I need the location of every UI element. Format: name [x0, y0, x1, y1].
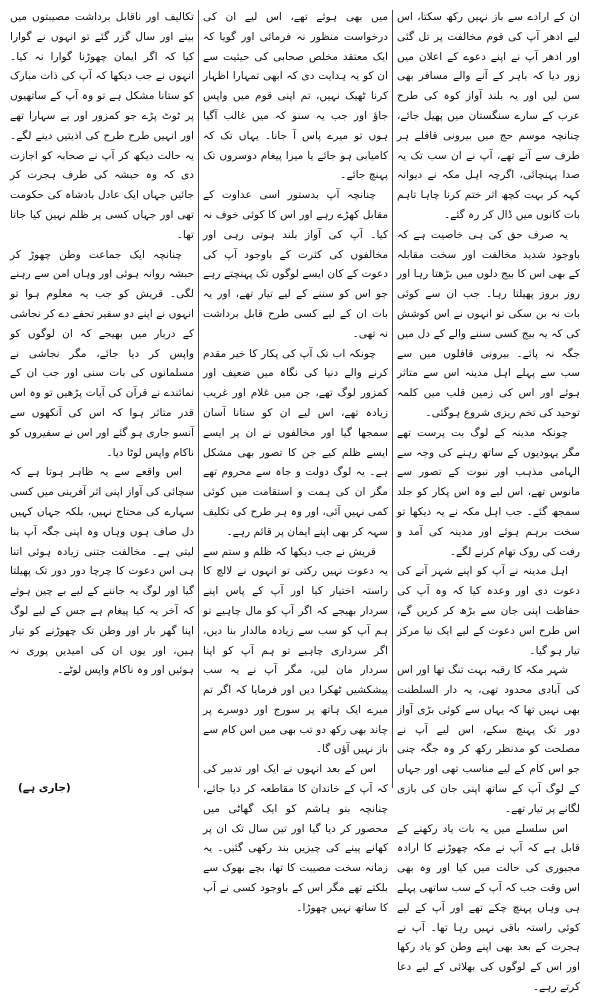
article-paragraph: اس سلسلے میں یہ بات یاد رکھنے کے قابل ہے کہ آپ نے مکہ چھوڑنے کا ارادہ مجبوری کی حالت میں کیا اور وہ بھی اس وقت جب کہ آپ کے سب ساتھی پہلے ہی وہاں پہنچ چکے تھے اور آپ کے لیے کوئی راستہ باقی نہیں رہا تھا۔ آپ نے ہجرت کے بعد بھی اپنے وطن کو یاد رکھا اور اس کے لوگوں کی بھلائی کے لیے دعا کرتے رہے۔	[397, 822, 580, 994]
article-paragraph: اس واقعے سے یہ ظاہر ہوتا ہے کہ سچائی کی آواز اپنی اثر آفرینی میں کسی سہارے کی محتاج نہیں، بلکہ جہاں کہیں دل صاف ہوں وہاں وہ اپنی جگہ آپ بنا لیتی ہے۔ مخالفت جتنی زیادہ ہوئی اتنا ہی اس دعوت کا چرچا دور دور تک پھیلتا گیا اور لوگ یہ جاننے کے لیے بے چین ہوئے کہ آخر یہ کیا پیغام ہے جس کے لیے لوگ اپنا گھر بار اور وطن تک چھوڑنے کو تیار ہیں، اور یوں ان کی امیدیں پوری نہ ہوئیں اور وہ ناکام واپس لوٹے۔	[10, 466, 194, 677]
text-column-middle	[203, 8, 388, 914]
column-divider	[198, 10, 199, 788]
article-paragraph: چونکہ اب تک آپ کی پکار کا خیر مقدم کرنے والے دنیا کی نگاہ میں ضعیف اور کمزور لوگ تھے، جن میں غلام اور غریب زیادہ تھے، اس لیے ان کو ستانا آسان سمجھا گیا اور مخالفوں نے ان پر ایسے ایسے ظلم کیے جن کا تصور بھی مشکل ہے۔ یہ لوگ دولت و جاہ سے محروم تھے مگر ان کی ہمت و استقامت میں کوئی کمی نہیں آئی، اور وہ ہر طرح کی تکلیف سہہ کر بھی اپنے ایمان پر قائم رہے۔	[203, 347, 388, 538]
text-column-left	[10, 8, 194, 782]
text-column-right	[397, 8, 580, 994]
column-divider	[392, 10, 393, 788]
article-paragraph: قریش نے جب دیکھا کہ ظلم و ستم سے یہ دعوت نہیں رکتی تو انہوں نے لالچ کا راستہ اختیار کیا اور آپ کے پاس اپنے سردار بھیجے کہ اگر آپ کو مال چاہیے تو ہم آپ کو سب سے زیادہ مالدار بنا دیں، اگر سرداری چاہیے تو ہم آپ کو اپنا سردار مان لیں، مگر آپ نے یہ سب پیشکشیں ٹھکرا دیں اور فرمایا کہ اگر تم میرے ایک ہاتھ پر سورج اور دوسرے پر چاند بھی رکھ دو تب بھی میں اس کام سے باز نہیں آؤں گا۔	[203, 545, 388, 756]
article-paragraph: شہر مکہ کا رقبہ بہت تنگ تھا اور اس کی آبادی محدود تھی، یہ دار السلطنت بھی نہیں تھا کہ یہاں سے کوئی بڑی آواز دور تک پہنچ سکے، اس لیے آپ نے مصلحت کو مدنظر رکھ کر وہ جگہ چنی جو اس کام کے لیے مناسب تھی اور جہاں کے لوگ آپ کے ساتھ اپنی جان کی بازی لگانے پر تیار تھے۔	[397, 664, 580, 815]
article-paragraph: یہ صرف حق کی ہی خاصیت ہے کہ باوجود شدید مخالفت اور سخت مقابلہ کے بھی اس کا بیج دلوں میں بڑھتا رہا اور روز بروز پھیلتا رہا۔ جب ان سے کوئی بات نہ بن سکی تو انہوں نے اس کوشش کی کہ یہ بیج کسی سننے والے کے دل میں جگہ نہ پائے۔ بیرونی قافلوں میں سے سب سے پہلے اہل مدینہ اس سے متاثر ہوئے اور اس کی زمین قلب میں کلمہ توحید کی تخم ریزی شروع ہوگئی۔	[397, 228, 580, 419]
article-paragraph: تکالیف اور ناقابل برداشت مصیبتوں میں بیتے اور سال گزر گئے تو انہوں نے گوارا کیا کہ اگر ایمان چھوڑنا گوارا نہ کیا۔ انہوں نے جب دیکھا کہ آپ کی ذات مبارک کو ستانا مشکل ہے تو وہ آپ کے ساتھیوں پر ٹوٹ پڑے جو کمزور اور بے سہارا تھے اور انہیں طرح طرح کی اذیتیں دینے لگے۔ یہ حالت دیکھ کر آپ نے صحابہ کو اجازت دی کہ وہ حبشہ کی طرف ہجرت کر جائیں جہاں ایک عادل بادشاہ کی حکومت تھی اور جہاں کسی پر ظلم نہیں کیا جاتا تھا۔	[10, 11, 194, 241]
article-paragraph: اس کے بعد انہوں نے ایک اور تدبیر کی کہ آپ کے خاندان کا مقاطعہ کر دیا جائے، چنانچہ بنو ہاشم کو ایک گھاٹی میں محصور کر دیا گیا اور تین سال تک ان پر کھانے پینے کی چیزیں بند رکھی گئیں۔ یہ زمانہ سخت مصیبت کا تھا، بچے بھوک سے بلکتے تھے مگر اس کے باوجود کسی نے آپ کا ساتھ نہیں چھوڑا۔	[203, 763, 388, 914]
article-paragraph: چنانچہ ایک جماعت وطن چھوڑ کر حبشہ روانہ ہوئی اور وہاں امن سے رہنے لگی۔ قریش کو جب یہ معلوم ہوا تو انہوں نے اپنے دو سفیر تحفے دے کر نجاشی کے دربار میں بھیجے کہ ان لوگوں کو واپس کر دیا جائے، مگر نجاشی نے مسلمانوں کی بات سنی اور جب ان کے نمائندے نے قرآن کی آیات پڑھیں تو وہ اس قدر متاثر ہوا کہ اس کی آنکھوں سے آنسو جاری ہو گئے اور اس نے سفیروں کو ناکام واپس لوٹا دیا۔	[10, 248, 194, 459]
article-paragraph: چنانچہ آپ بدستور اسی عداوت کے مقابل کھڑے رہے اور اس کا کوئی خوف نہ کیا۔ آپ کی آواز بلند ہوتی رہی اور مخالفوں کی کثرت کے باوجود آپ کی دعوت کے کان ایسے لوگوں تک پہنچتے رہے جو اس کو سننے کے لیے تیار تھے، اور یہ بات ان کے لیے کسی طرح قابل برداشت نہ تھی۔	[203, 189, 388, 340]
article-paragraph: میں بھی ہوئے تھے، اس لیے ان کی درخواست منظور نہ فرمائی اور گویا کہ ایک معتقد مخلص صحابی کی حیثیت سے ان کو یہ ہدایت دی کہ ابھی تمہارا اظہار کرنا ٹھیک نہیں، تم اپنی قوم میں واپس جاؤ اور جب یہ سنو کہ میں غالب آگیا ہوں تو میرے پاس آ جانا۔ یہاں تک کہ کامیابی ہو جائے یا میرا پیغام دوسروں تک پہنچ جائے۔	[203, 11, 388, 182]
continued-label: (جاری ہے)	[18, 782, 71, 794]
article-paragraph: ان کے ارادے سے باز نہیں رکھ سکتا، اس لیے ادھر آپ کی قوم مخالفت پر تل گئی اور ادھر آپ نے اپنے دعوے کے اعلان میں زور دیا کہ باہر کے آنے والے مسافر بھی سن لیں اور یہ بلند آواز کوہ کی طرح عرب کے سارے سنگستان میں پھیل جائے، چنانچہ موسم حج میں بیرونی قافلے ہر طرف سے آتے تھے، آپ نے ان سب تک یہ صدا پہنچائی، اگرچہ اہل مکہ نے دیوانہ کہہ کر بہت کچھ اثر ختم کرنا چاہا تاہم بات کانوں میں ڈال کر رہ گئے۔	[397, 11, 580, 221]
article-paragraph: اہل مدینہ نے آپ کو اپنے شہر آنے کی دعوت دی اور وعدہ کیا کہ وہ آپ کی حفاظت اپنی جان سے بڑھ کر کریں گے، اس طرح اس دعوت کے لیے ایک نیا مرکز تیار ہو گیا۔	[397, 565, 580, 657]
article-paragraph: چونکہ مدینہ کے لوگ بت پرست تھے مگر یہودیوں کے ساتھ رہنے کی وجہ سے الہامی مذہب اور نبوت کے تصور سے مانوس تھے، اس لیے وہ اس پکار کو جلد سمجھ گئے۔ جب اہل مکہ نے یہ دیکھا تو سخت برہم ہوئے اور مدینہ کی آمد و رفت کی روک تھام کرنے لگے۔	[397, 426, 580, 558]
